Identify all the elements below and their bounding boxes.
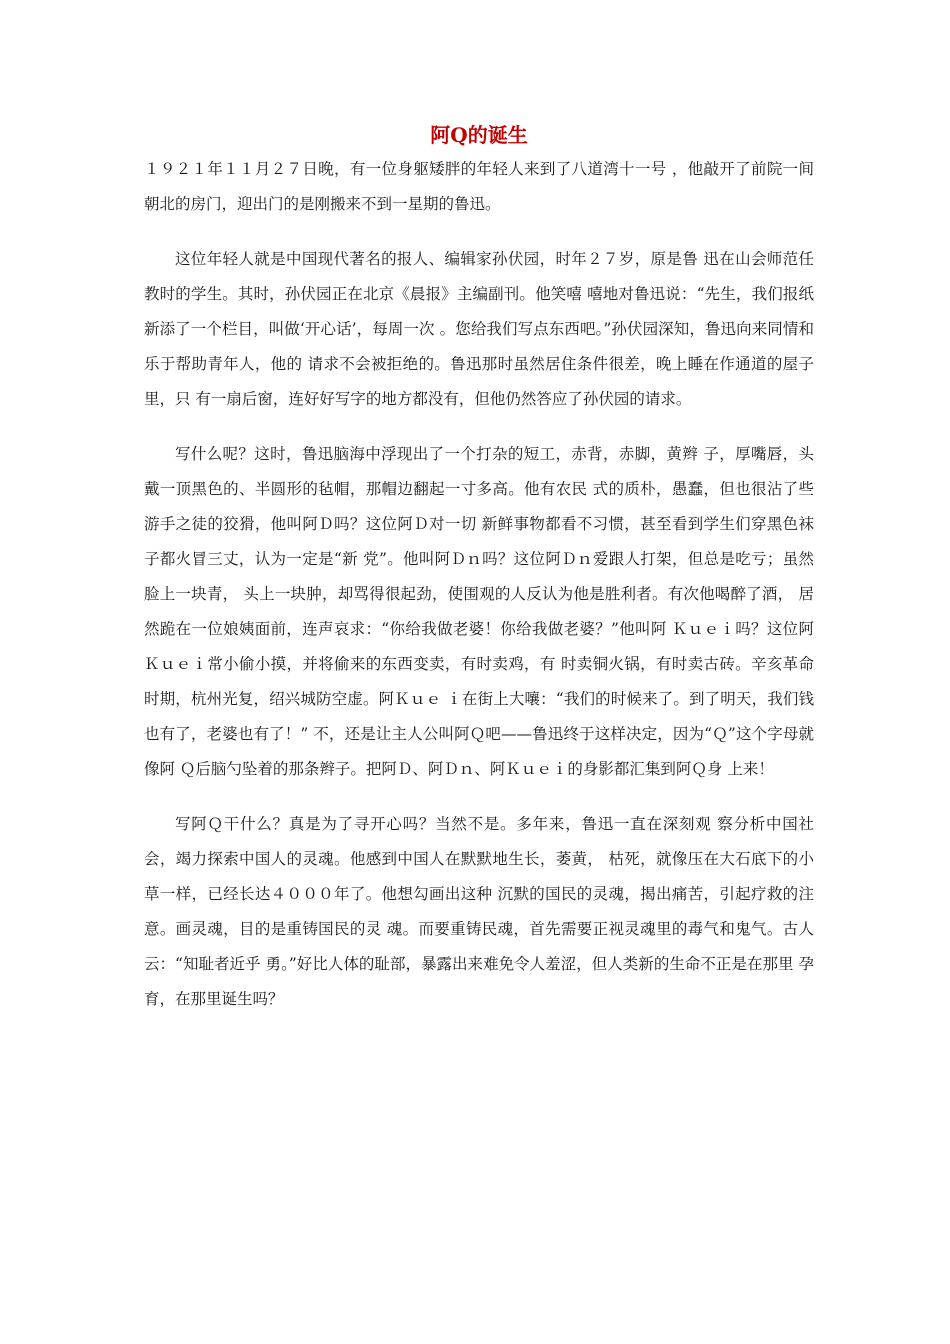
document-title: 阿Q的诞生 — [430, 123, 528, 147]
paragraph-2: 这位年轻人就是中国现代著名的报人、编辑家孙伏园，时年２７岁，原是鲁 迅在山会师范任教时的学生。其时，孙伏园正在北京《晨报》主编副刊。他笑嘻 嘻地对鲁迅说：“先生，我们报纸新添了一个栏目，叫做‘开心话’，每周一次 。您给我们写点东西吧。”孙伏园深知，鲁迅向来同情和乐于帮助青年人，他的 请求不会被拒绝的。鲁迅那时虽然居住条件很差，晚上睡在作通道的屋子里，只 有一扇后窗，连好好写字的地方都没有，但他仍然答应了孙伏园的请求。 — [144, 250, 814, 408]
paragraph-3: 写什么呢？这时，鲁迅脑海中浮现出了一个打杂的短工，赤背，赤脚，黄辫 子，厚嘴唇，头戴一顶黑色的、半圆形的毡帽，那帽边翻起一寸多高。他有农民 式的质朴，愚蠢，但也很沾了些游手之徒的狡猾，他叫阿Ｄ吗？这位阿Ｄ对一切 新鲜事物都看不习惯，甚至看到学生们穿黑色袜子都火冒三丈，认为一定是“新 党”。他叫阿Ｄｎ吗？这位阿Ｄｎ爱跟人打架，但总是吃亏；虽然脸上一块青， 头上一块肿，却骂得很起劲，使围观的人反认为他是胜利者。有次他喝醉了酒， 居然跪在一位娘姨面前，连声哀求：“你给我做老婆！你给我做老婆？”他叫阿 Ｋｕｅｉ吗？这位阿Ｋｕｅｉ常小偷小摸，并将偷来的东西变卖，有时卖鸡，有 时卖铜火锅，有时卖古砖。辛亥革命时期，杭州光复，绍兴城防空虚。阿Ｋｕｅ ｉ在街上大嚷：“我们的时候来了。到了明天，我们钱也有了，老婆也有了！” 不，还是让主人公叫阿Ｑ吧——鲁迅终于这样决定，因为“Ｑ”这个字母就像阿 Ｑ后脑勺坠着的那条辫子。把阿Ｄ、阿Ｄｎ、阿Ｋｕｅｉ的身影都汇集到阿Ｑ身 上来！ — [144, 445, 814, 778]
paragraph-4: 写阿Ｑ干什么？真是为了寻开心吗？当然不是。多年来，鲁迅一直在深刻观 察分析中国社会，竭力探索中国人的灵魂。他感到中国人在默默地生长，萎黄， 枯死，就像压在大石底下的小草一样，已经长达４０００年了。他想勾画出这种 沉默的国民的灵魂，揭出痛苦，引起疗救的注意。画灵魂，目的是重铸国民的灵 魂。而要重铸民魂，首先需要正视灵魂里的毒气和鬼气。古人云：“知耻者近乎 勇。”好比人体的耻部，暴露出来难免令人羞涩，但人类新的生命不正是在那里 孕育，在那里诞生吗？ — [144, 815, 814, 1008]
paragraph-1: １９２１年１１月２７日晚，有一位身躯矮胖的年轻人来到了八道湾十一号 ，他敲开了前院一间朝北的房门，迎出门的是刚搬来不到一星期的鲁迅。 — [144, 160, 814, 213]
